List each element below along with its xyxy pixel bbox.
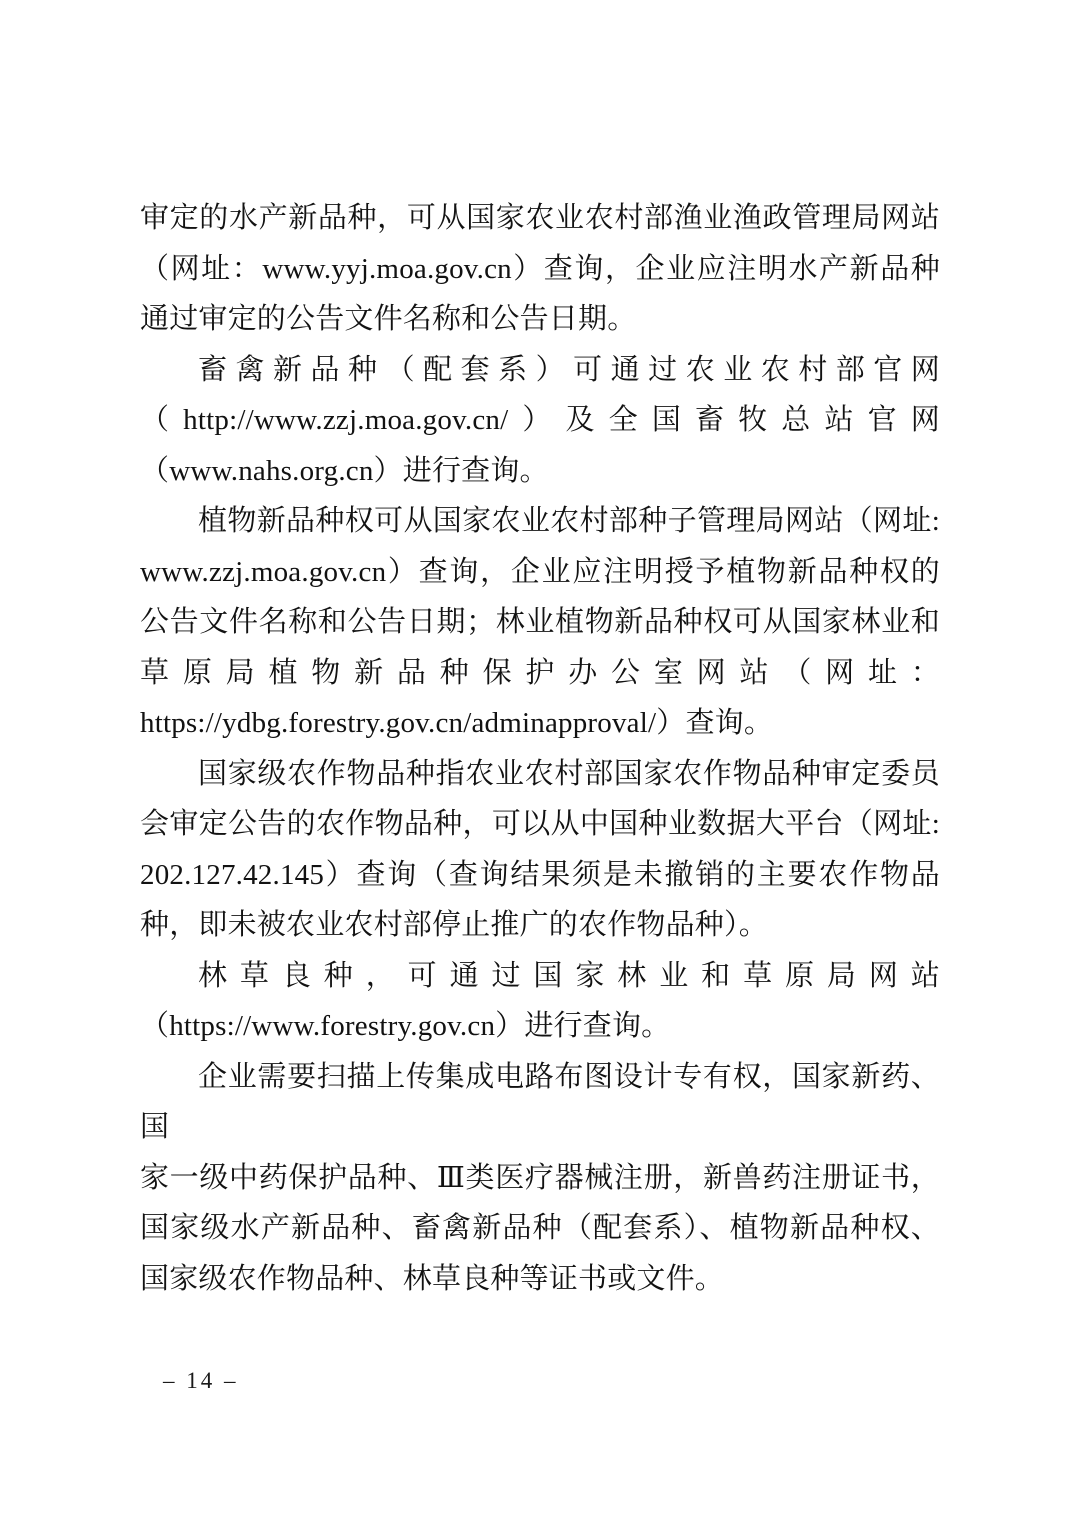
text-line: （网址：www.yyj.moa.gov.cn）查询，企业应注明水产新品种 — [140, 252, 940, 285]
text-line: 企业需要扫描上传集成电路布图设计专有权，国家新药、国 — [140, 1060, 940, 1143]
text-line: 畜禽新品种（配套系）可通过农业农村部官网 — [198, 353, 940, 386]
text-line: 会审定公告的农作物品种，可以从中国种业数据大平台（网址: — [140, 808, 940, 840]
paragraph — [140, 749, 940, 951]
text-line: 国家级水产新品种、畜禽新品种（配套系）、植物新品种权、 — [140, 1212, 940, 1244]
text-line: 家一级中药保护品种、Ⅲ类医疗器械注册，新兽药注册证书， — [140, 1161, 940, 1194]
text-line: 种，即未被农业农村部停止推广的农作物品种）。 — [140, 909, 768, 941]
paragraph — [140, 496, 940, 749]
page-number: – 14 – — [163, 1368, 239, 1393]
paragraph — [140, 1052, 940, 1305]
text-line: （www.nahs.org.cn）进行查询。 — [140, 454, 549, 487]
text-line: （http://www.zzj.moa.gov.cn/）及全国畜牧总站官网 — [140, 404, 940, 436]
text-line: 植物新品种权可从国家农业农村部种子管理局网站（网址: — [198, 505, 940, 537]
text-line: 公告文件名称和公告日期；林业植物新品种权可从国家林业和 — [140, 606, 940, 638]
text-line: www.zzj.moa.gov.cn）查询，企业应注明授予植物新品种权的 — [140, 555, 940, 588]
text-line: 国家级农作物品种、林草良种等证书或文件。 — [140, 1262, 725, 1295]
document-body — [140, 193, 940, 1304]
text-line: 202.127.42.145）查询（查询结果须是未撤销的主要农作物品 — [140, 858, 940, 891]
paragraph — [140, 951, 940, 1052]
text-line: 通过审定的公告文件名称和公告日期。 — [140, 303, 637, 335]
text-line: 草原局植物新品种保护办公室网站（网址： — [140, 656, 940, 689]
text-line: 国家级农作物品种指农业农村部国家农作物品种审定委员 — [198, 757, 940, 790]
page-footer — [163, 1368, 239, 1394]
text-line: https://ydbg.forestry.gov.cn/adminapproval/）查询。 — [140, 707, 774, 739]
paragraph — [140, 345, 940, 497]
text-line: 林草良种，可通过国家林业和草原局网站 — [198, 959, 940, 992]
text-line: （https://www.forestry.gov.cn）进行查询。 — [140, 1010, 671, 1042]
paragraph — [140, 193, 940, 345]
text-line: 审定的水产新品种，可从国家农业农村部渔业渔政管理局网站 — [140, 202, 940, 234]
